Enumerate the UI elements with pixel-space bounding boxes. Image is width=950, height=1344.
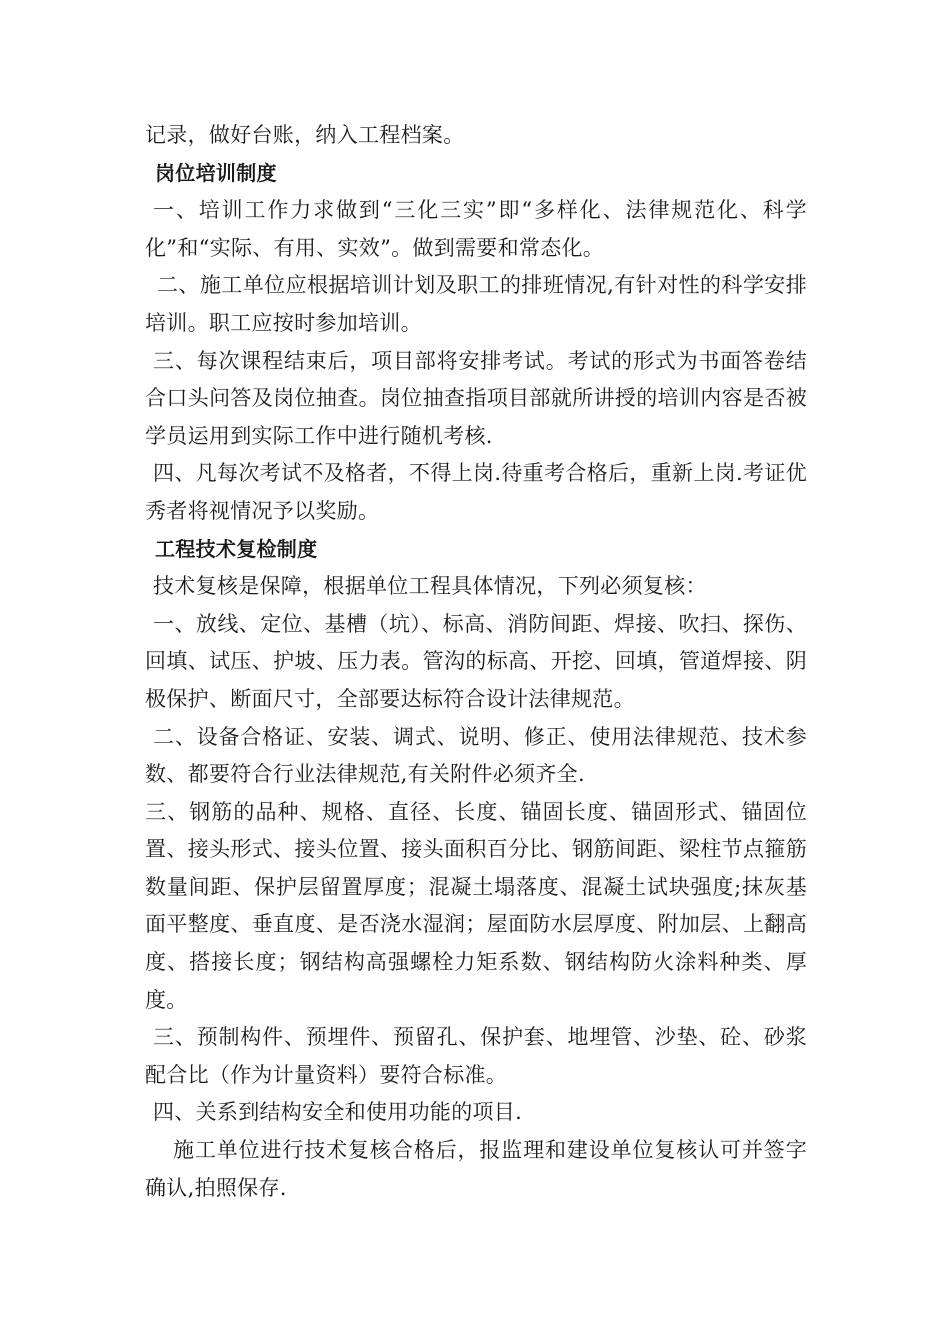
paragraph: 三、每次课程结束后，项目部将安排考试。考试的形式为书面答卷结合口头问答及岗位抽查。岗位抽查指项目部就所讲授的培训内容是否被学员运用到实际工作中进行随机考核. (145, 348, 807, 448)
paragraph: 四、凡每次考试不及格者，不得上岗.待重考合格后，重新上岗.考证优秀者将视情况予以奖励。 (145, 461, 807, 523)
document-body (145, 117, 807, 1207)
paragraph: 三、预制构件、预埋件、预留孔、保护套、地埋管、沙垫、砼、砂浆配合比（作为计量资料）要符合标准。 (145, 1025, 807, 1087)
paragraph: 记录，做好台账，纳入工程档案。 (145, 123, 465, 147)
section-heading: 工程技术复检制度 (155, 536, 318, 561)
paragraph: 一、培训工作力求做到“三化三实”即“多样化、法律规范化、科学化”和“实际、有用、实效”。做到需要和常态化。 (145, 198, 807, 260)
paragraph: 二、施工单位应根据培训计划及职工的排班情况,有针对性的科学安排培训。职工应按时参加培训。 (145, 273, 807, 335)
paragraph: 一、放线、定位、基槽（坑）、标高、消防间距、焊接、吹扫、探伤、回填、试压、护坡、压力表。管沟的标高、开挖、回填，管道焊接、阴极保护、断面尺寸，全部要达标符合设计法律规范。 (145, 611, 807, 711)
section-heading: 岗位培训制度 (155, 160, 277, 185)
paragraph: 施工单位进行技术复核合格后，报监理和建设单位复核认可并签字确认,拍照保存. (145, 1138, 807, 1200)
paragraph: 四、关系到结构安全和使用功能的项目. (153, 1100, 523, 1125)
paragraph: 技术复核是保障，根据单位工程具体情况，下列必须复核： (153, 574, 707, 599)
paragraph: 三、钢筋的品种、规格、直径、长度、锚固长度、锚固形式、锚固位置、接头形式、接头位置、接头面积百分比、钢筋间距、梁柱节点箍筋数量间距、保护层留置厚度；混凝土塌落度、混凝土试块强度;抹灰基面平整度、垂直度、是否浇水湿润；屋面防水层厚度、附加层、上翻高度、搭接长度；钢结构高强螺栓力矩系数、钢结构防火涂料种类、厚度。 (145, 799, 807, 1012)
paragraph: 二、设备合格证、安装、调式、说明、修正、使用法律规范、技术参数、都要符合行业法律规范,有关附件必须齐全. (145, 724, 807, 787)
